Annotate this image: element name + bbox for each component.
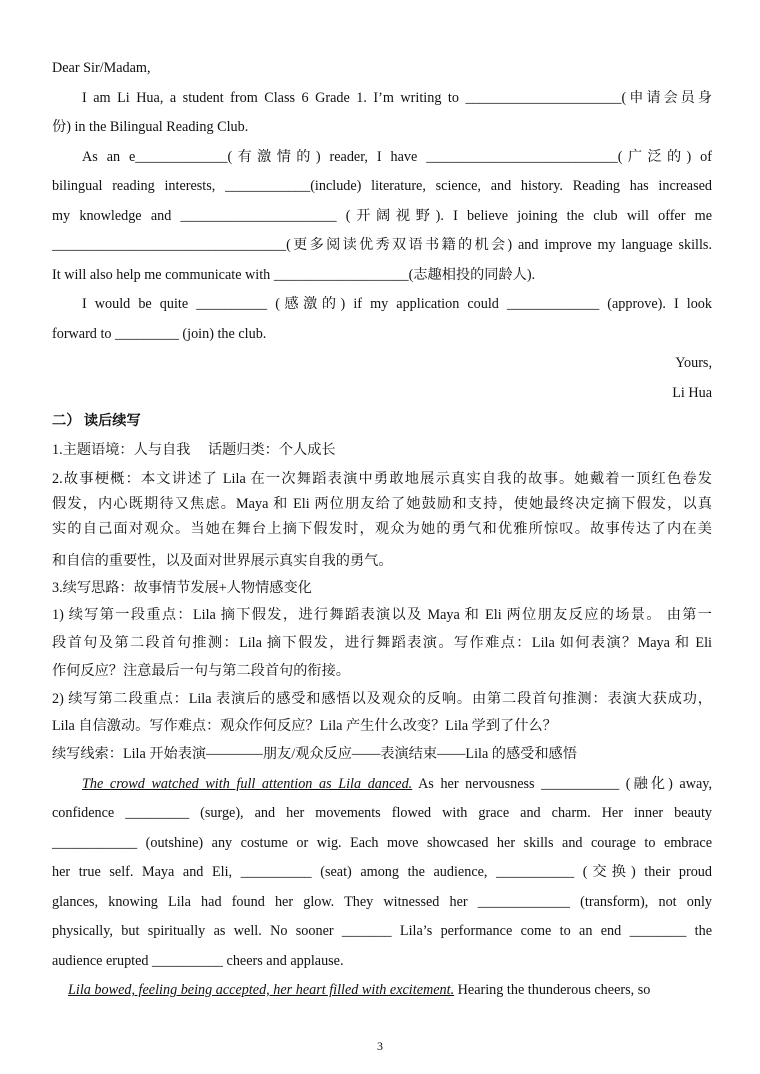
letter-p1-line2: 份) in the Bilingual Reading Club. [52,119,249,135]
point2-line1: 2) 续写第二段重点：Lila 表演后的感受和感悟以及观众的反响。由第二段首句推测：表演大获成功， [52,691,712,707]
letter-p2-line4: _________________________________(更多阅读优秀双语书籍的机会) and improve my language skills. [52,237,712,253]
letter-p3-line1: I would be quite __________ (感激的) if my application could _____________ (approve). I look [82,296,712,312]
letter-p3-line2: forward to _________ (join) the club. [52,326,267,342]
salutation: Dear Sir/Madam, [52,60,151,76]
story-p1-first-sentence: The crowd watched with full attention as Lila danced. [82,776,413,792]
story-p2-line1 [68,980,712,1000]
letter-p2-line5: It will also help me communicate with ___________________(志趣相投的同龄人). [52,267,536,283]
page-number: 3 [377,1039,383,1053]
clue-line: 续写线索：Lila 开始表演————朋友/观众反应——表演结束——Lila 的感受和感悟 [52,746,577,762]
letter-p2-line1: As an e_____________(有激情的) reader, I have ___________________________(广泛的) of [82,149,712,165]
letter-p2-line3: my knowledge and ______________________ (开阔视野). I believe joining the club will offer me [52,208,712,224]
story-p1-line7: audience erupted __________ cheers and applause. [52,953,344,969]
closing: Yours, [675,355,712,371]
summary-line3: 实的自己面对观众。当她在舞台上摘下假发时，观众为她的勇气和优雅所惊叹。故事传达了内在美 [52,521,712,537]
story-p1-first-rest: As her nervousness ___________ (融化) away, [412,776,712,792]
signature: Li Hua [672,385,712,401]
story-p1-line5: glances, knowing Lila had found her glow. They witnessed her _____________ (transform), not only [52,894,712,910]
story-p1-line2: confidence _________ (surge), and her movements flowed with grace and charm. Her inner beauty [52,805,712,821]
summary-line2: 假发，内心既期待又焦虑。Maya 和 Eli 两位朋友给了她鼓励和支持，使她最终决定摘下假发，以真 [52,496,712,512]
summary-line4: 和自信的重要性，以及面对世界展示真实自我的勇气。 [52,553,393,569]
story-p1-line1 [82,774,712,794]
approach-line: 3.续写思路：故事情节发展+人物情感变化 [52,580,312,596]
point2-line2: Lila 自信激动。写作难点：观众作何反应？Lila 产生什么改变？Lila 学到了什么？ [52,718,557,734]
section-heading: 二） 读后续写 [52,413,141,429]
theme-line: 1.主题语境：人与自我 话题归类：个人成长 [52,442,336,458]
story-p2-first-rest: Hearing the thunderous cheers, so [454,982,651,998]
point1-line2: 段首句及第二段首句推测：Lila 摘下假发，进行舞蹈表演。写作难点：Lila 如何表演？Maya 和 Eli [52,635,712,651]
point1-line1: 1) 续写第一段重点：Lila 摘下假发，进行舞蹈表演以及 Maya 和 Eli 两位朋友反应的场景。 由第一 [52,607,712,623]
story-p2-first-sentence: Lila bowed, feeling being accepted, her heart filled with excitement. [68,982,455,998]
letter-p1-line1: I am Li Hua, a student from Class 6 Grade 1. I’m writing to ______________________(申请会员身 [82,90,712,106]
letter-p2-line2: bilingual reading interests, ____________(include) literature, science, and history. Reading has increased [52,178,712,194]
story-p1-line4: her true self. Maya and Eli, __________ (seat) among the audience, ___________ (交换) their proud [52,864,712,880]
point1-line3: 作何反应？注意最后一句与第二段首句的衔接。 [52,663,350,679]
story-p1-line6: physically, but spiritually as well. No sooner _______ Lila’s performance come to an end ________ the [52,923,712,939]
story-p1-line3: ____________ (outshine) any costume or wig. Each move showcased her skills and courage to embrace [52,835,712,851]
summary-line1: 2.故事梗概：本文讲述了 Lila 在一次舞蹈表演中勇敢地展示真实自我的故事。她戴着一顶红色卷发 [52,471,712,487]
